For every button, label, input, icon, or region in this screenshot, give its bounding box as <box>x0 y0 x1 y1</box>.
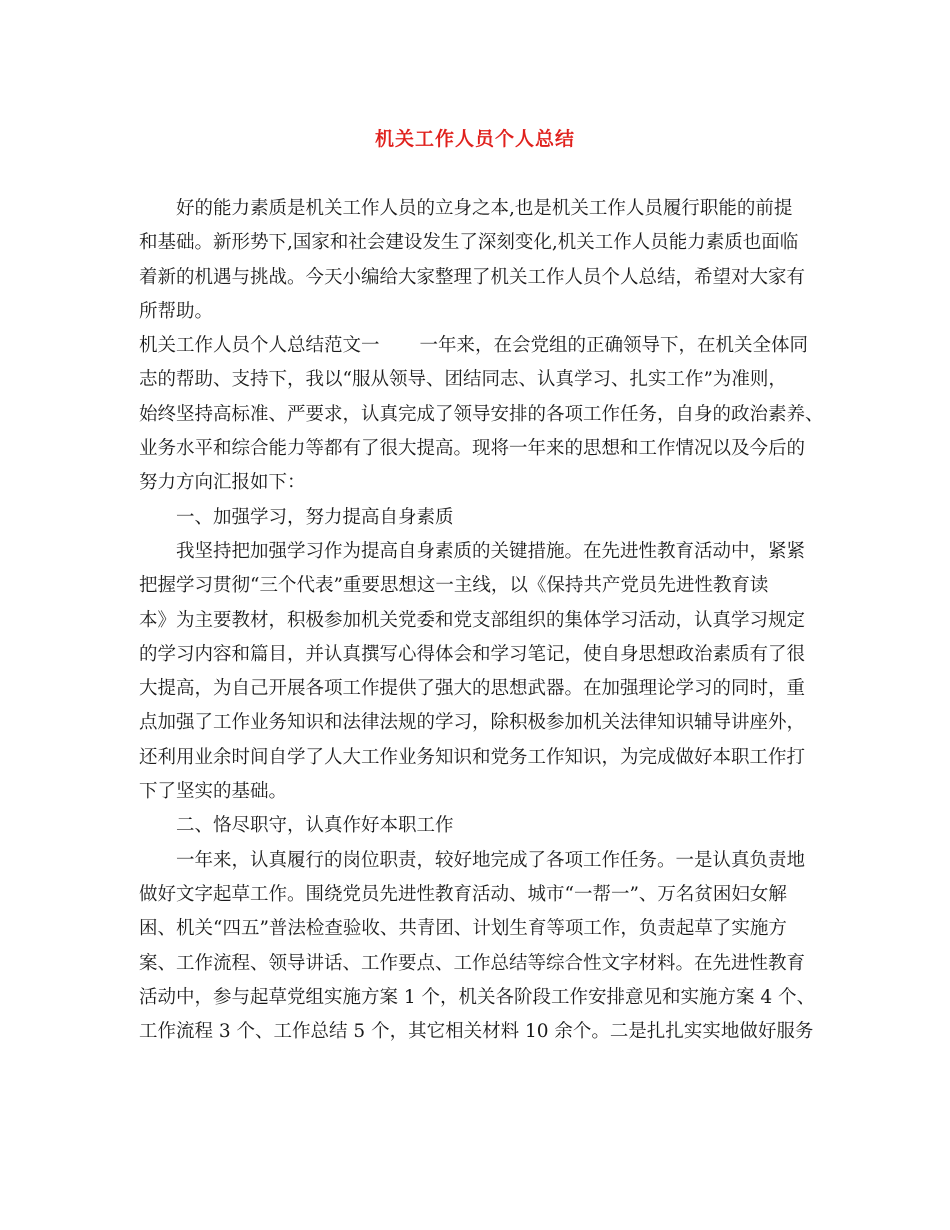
text-line: 把握学习贯彻“三个代表”重要思想这一主线，以《保持共产党员先进性教育读 <box>139 575 769 597</box>
text-line: 案、工作流程、领导讲话、工作要点、工作总结等综合性文字材料。在先进性教育 <box>139 952 806 974</box>
text-line: 业务水平和综合能力等都有了很大提高。现将一年来的思想和工作情况以及今后的 <box>139 438 806 460</box>
text-line: 的学习内容和篇目，并认真撰写心得体会和学习笔记，使自身思想政治素质有了很 <box>139 643 806 665</box>
text-line: 还利用业余时间自学了人大工作业务知识和党务工作知识，为完成做好本职工作打 <box>139 746 806 768</box>
section-heading: 二、恪尽职守，认真作好本职工作 <box>176 815 454 837</box>
text-line: 志的帮助、支持下，我以“服从领导、团结同志、认真学习、扎实工作”为准则， <box>139 369 787 391</box>
section-heading: 机关工作人员个人总结范文一 <box>139 335 380 357</box>
text-line: 好的能力素质是机关工作人员的立身之本,也是机关工作人员履行职能的前提 <box>176 198 793 219</box>
text-line: 工作流程 3 个、工作总结 5 个，其它相关材料 10 余个。二是扎扎实实地做好服务 <box>139 1021 814 1043</box>
text-line: 活动中，参与起草党组实施方案 1 个，机关各阶段工作安排意见和实施方案 4 个、 <box>139 986 816 1008</box>
text-line: 点加强了工作业务知识和法律法规的学习，除积极参加机关法律知识辅导讲座外， <box>139 712 806 734</box>
text-line: 做好文字起草工作。围绕党员先进性教育活动、城市“一帮一”、万名贫困妇女解 <box>139 883 787 905</box>
text-line: 和基础。新形势下,国家和社会建设发生了深刻变化,机关工作人员能力素质也面临 <box>139 232 799 254</box>
text-line: 着新的机遇与挑战。今天小编给大家整理了机关工作人员个人总结，希望对大家有 <box>139 266 806 288</box>
text-line: 努力方向汇报如下： <box>139 472 306 494</box>
text-line: 一年来，认真履行的岗位职责，较好地完成了各项工作任务。一是认真负责地 <box>176 849 806 871</box>
text-line: 我坚持把加强学习作为提高自身素质的关键措施。在先进性教育活动中，紧紧 <box>176 540 806 562</box>
text-line: 大提高，为自己开展各项工作提供了强大的思想武器。在加强理论学习的同时，重 <box>139 678 806 700</box>
text-span: 一年来，在会党组的正确领导下，在机关全体同 <box>419 335 809 357</box>
text-line: 下了坚实的基础。 <box>139 781 288 803</box>
text-line: 始终坚持高标准、严要求，认真完成了领导安排的各项工作任务，自身的政治素养、 <box>139 403 824 425</box>
text-line: 本》为主要教材，积极参加机关党委和党支部组织的集体学习活动，认真学习规定 <box>139 609 806 631</box>
document-body <box>139 192 824 1049</box>
document-title: 机关工作人员个人总结 <box>374 128 575 150</box>
section-heading: 一、加强学习，努力提高自身素质 <box>176 506 454 528</box>
text-line <box>139 329 819 363</box>
text-line: 所帮助。 <box>139 300 214 322</box>
text-line: 困、机关“四五”普法检查验收、共青团、计划生育等项工作，负责起草了实施方 <box>139 918 787 940</box>
